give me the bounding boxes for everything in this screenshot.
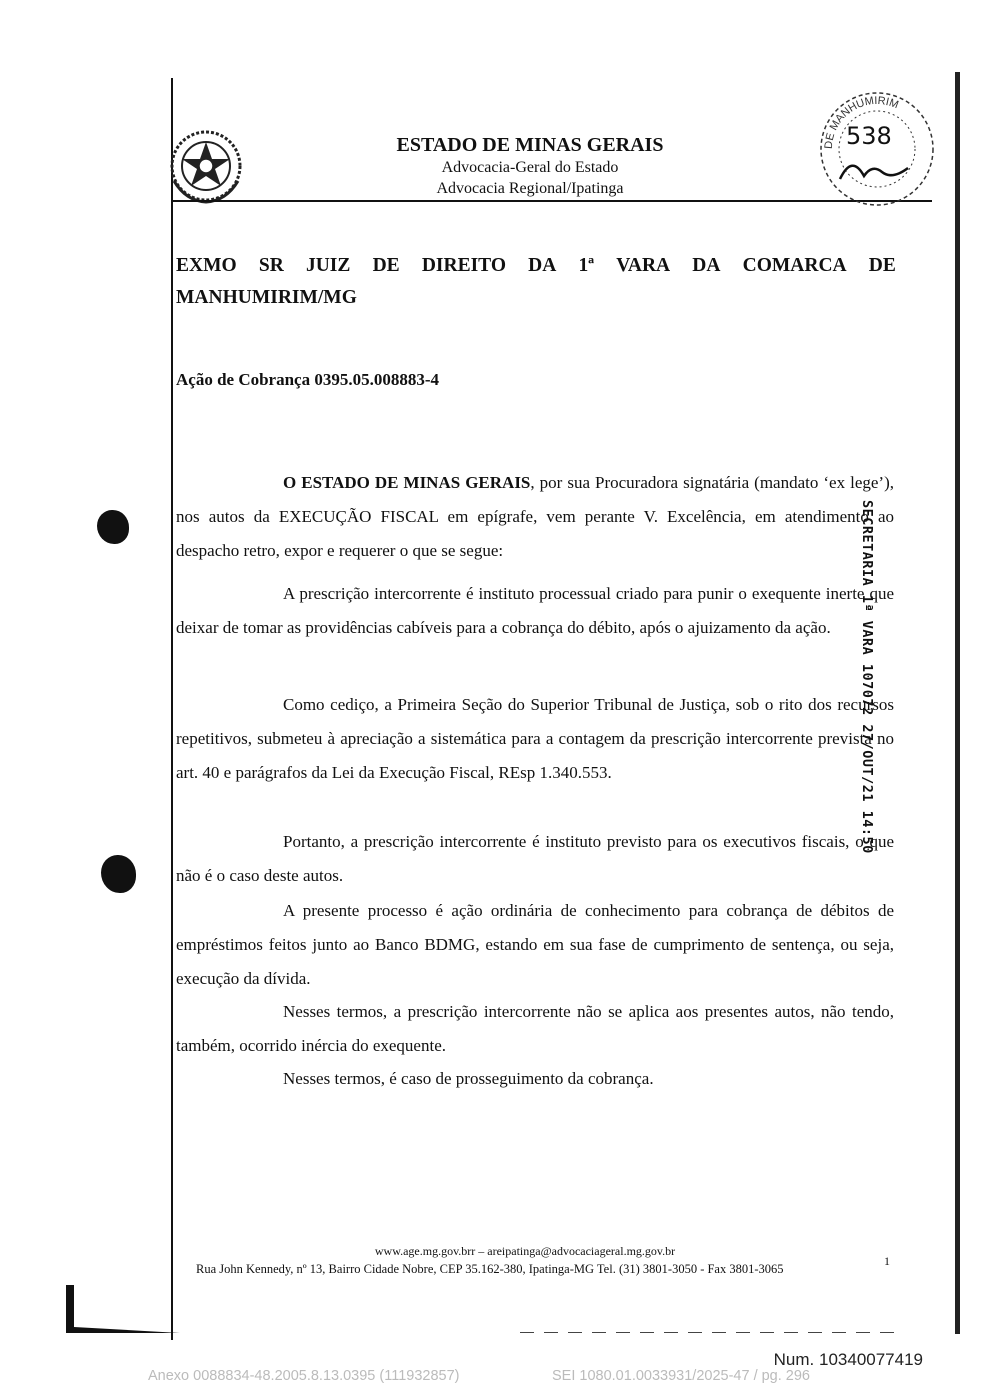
paragraph-3-text: Como cediço, a Primeira Seção do Superior Tribunal de Justiça, sob o rito dos recursos repetitivos, submeteu à apreciação a sistemática para a contagem da prescrição intercorrente prevista no art. 40 e parágrafos da Lei da Execução Fiscal, REsp 1.340.553. <box>176 695 894 782</box>
stamp-handwritten-number: 538 <box>846 122 892 150</box>
paragraph-7 <box>176 1062 894 1096</box>
paragraph-4-text: Portanto, a prescrição intercorrente é instituto previsto para os executivos fiscais, o que não é o caso deste autos. <box>176 832 894 885</box>
paragraph-1 <box>176 466 894 568</box>
paragraph-5 <box>176 894 894 996</box>
addressee-word: DA <box>528 255 557 276</box>
paragraph-2 <box>176 577 894 645</box>
paragraph-1-text: , por sua Procuradora signatária (mandato ‘ex lege’), nos autos da EXECUÇÃO FISCAL em epígrafe, vem perante V. Excelência, em atendimento ao despacho retro, expor e requerer o que se segue: <box>176 473 894 560</box>
scan-bottom-dashes <box>520 1332 900 1333</box>
header-regional: Advocacia Regional/Ipatinga <box>436 180 624 197</box>
receipt-stamp <box>812 84 942 214</box>
stamp-ring-text: DE MANHUMIRIM <box>822 94 901 150</box>
addressee-word: JUIZ <box>305 255 351 276</box>
paragraph-7-text: Nesses termos, é caso de prosseguimento da cobrança. <box>283 1069 654 1088</box>
addressee-word: COMARCA <box>742 255 847 276</box>
paragraph-4 <box>176 825 894 893</box>
scan-blot-bottom <box>101 855 136 893</box>
paragraph-6 <box>176 995 894 1063</box>
addressee-word: EXMO <box>176 255 237 276</box>
coat-of-arms-icon <box>166 126 246 206</box>
scan-right-edge <box>955 72 960 1334</box>
header-state: ESTADO DE MINAS GERAIS <box>396 134 664 156</box>
paragraph-1-party: O ESTADO DE MINAS GERAIS <box>283 473 531 492</box>
protocol-stamp: SECRETARIA 1ª VARA 107072 27/OUT/21 14:50 <box>859 500 875 854</box>
sei-reference: SEI 1080.01.0033931/2025-47 / pg. 296 <box>552 1368 810 1384</box>
paragraph-5-text: A presente processo é ação ordinária de conhecimento para cobrança de débitos de empréstimos feitos junto ao Banco BDMG, estando em sua fase de cumprimento de sentença, ou seja, execução da dívida. <box>176 901 894 988</box>
addressee-word: DA <box>692 255 721 276</box>
scan-blot-top <box>97 510 129 544</box>
addressee-word: SR <box>258 255 284 276</box>
addressee-word: 1ª <box>578 255 595 276</box>
scan-left-border <box>171 78 173 1340</box>
annex-reference: Anexo 0088834-48.2005.8.13.0395 (111932857) <box>148 1368 460 1384</box>
addressee-word: VARA <box>616 255 671 276</box>
scan-corner-mark <box>62 1285 182 1335</box>
footer-address: Rua John Kennedy, nº 13, Bairro Cidade Nobre, CEP 35.162-380, Ipatinga-MG Tel. (31) 3801-3050 - Fax 3801-3065 <box>196 1262 784 1276</box>
addressee-line-2: MANHUMIRIM/MG <box>176 287 357 308</box>
addressee-line-1 <box>176 250 896 282</box>
addressee-word: DE <box>372 255 400 276</box>
addressee-word: DE <box>868 255 896 276</box>
paragraph-6-text: Nesses termos, a prescrição intercorrente não se aplica aos presentes autos, não tendo, também, ocorrido inércia do exequente. <box>176 1002 894 1055</box>
case-title: Ação de Cobrança 0395.05.008883-4 <box>176 370 440 389</box>
footer-contact: www.age.mg.gov.brr – areipatinga@advocaciageral.mg.gov.br <box>374 1244 676 1258</box>
addressee-word: DIREITO <box>421 255 506 276</box>
paragraph-3 <box>176 688 894 790</box>
paragraph-2-text: A prescrição intercorrente é instituto processual criado para punir o exequente inerte que deixar de tomar as providências cabíveis para a cobrança do débito, após o ajuizamento da ação. <box>176 584 894 637</box>
page-number: 1 <box>884 1254 890 1268</box>
header-agency: Advocacia-Geral do Estado <box>441 159 619 176</box>
addressee <box>176 250 896 314</box>
document-number: Num. 10340077419 <box>773 1350 923 1369</box>
